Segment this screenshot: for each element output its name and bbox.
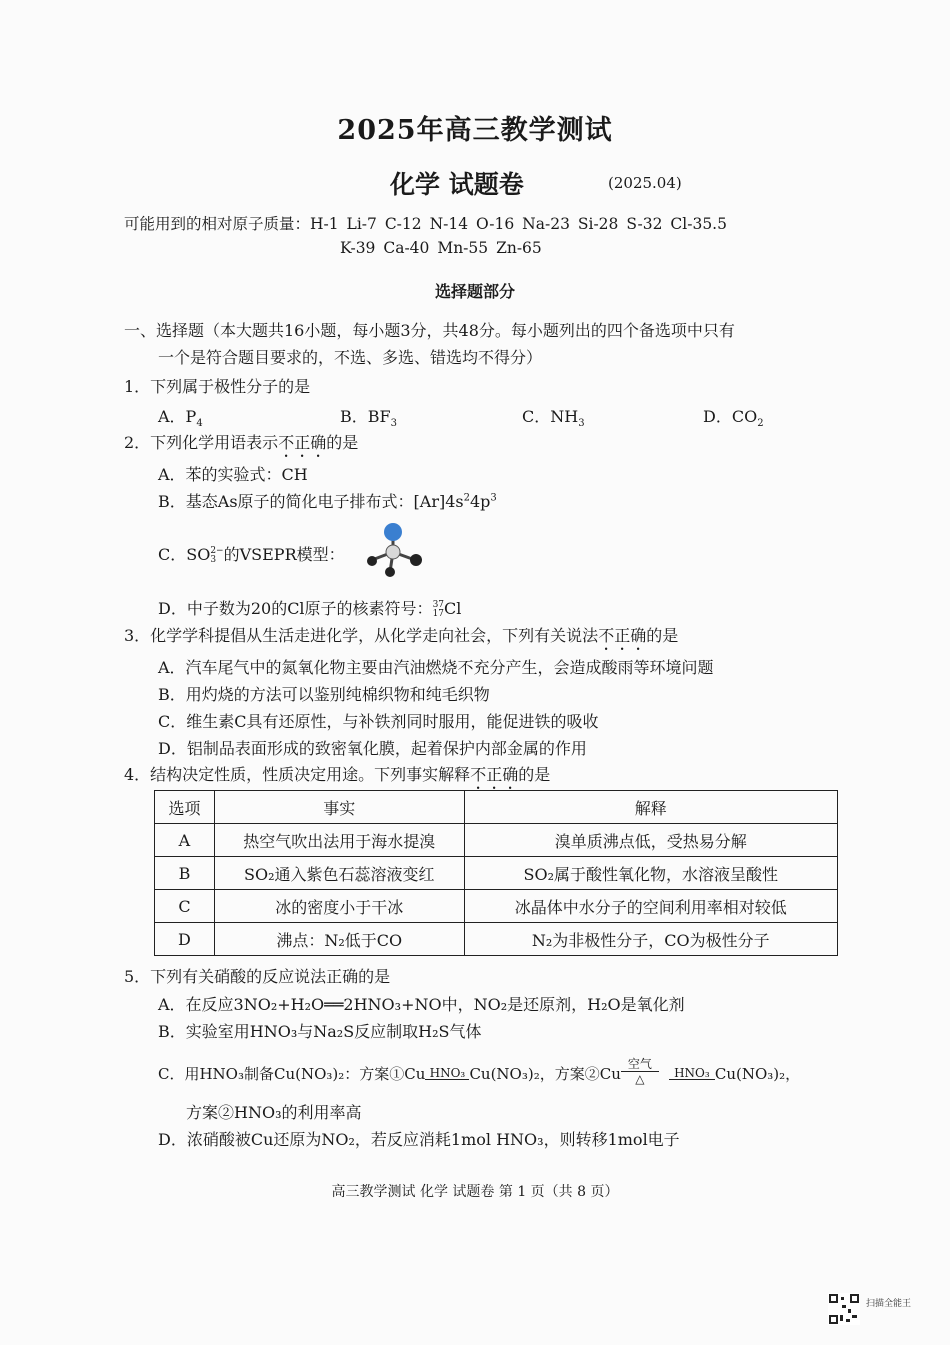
q3-stem: 3．化学学科提倡从生活走进化学，从化学走向社会，下列有关说法不正确的是: [124, 626, 679, 645]
exam-date: (2025.04): [608, 174, 682, 192]
q1-option-c: C．$NH_3$: [522, 407, 585, 430]
instructions-line1: 一、选择题（本大题共16小题，每小题3分，共48分。每小题列出的四个备选项中只有: [124, 321, 735, 340]
table-header-cell: 选项: [155, 791, 215, 824]
instructions-line2: 一个是符合题目要求的，不选、多选、错选均不得分）: [158, 348, 543, 367]
section-title: 选择题部分: [434, 282, 515, 301]
table-cell: N₂为非极性分子，CO为极性分子: [464, 923, 837, 956]
q5-option-d: D．浓硝酸被Cu还原为NO₂，若反应消耗1mol HNO₃，则转移1mol电子: [158, 1130, 680, 1149]
table-cell: 冰晶体中水分子的空间利用率相对较低: [464, 890, 837, 923]
qr-code-icon: [828, 1293, 860, 1325]
table-cell: 溴单质沸点低，受热易分解: [464, 824, 837, 857]
q1-option-b: B．$BF_3$: [340, 407, 397, 430]
table-cell: B: [155, 857, 215, 890]
table-cell: 热空气吹出法用于海水提溴: [214, 824, 464, 857]
q3-option-c: C．维生素C具有还原性，与补铁剂同时服用，能促进铁的吸收: [158, 712, 599, 731]
table-cell: SO₂通入紫色石蕊溶液变红: [214, 857, 464, 890]
q5-option-a: A．在反应3NO₂+H₂O══2HNO₃+NO中，NO₂是还原剂，H₂O是氧化剂: [158, 995, 685, 1014]
table-row: [155, 857, 838, 890]
q4-stem: 4．结构决定性质，性质决定用途。下列事实解释不正确的是: [124, 765, 551, 784]
exam-subtitle: 化学 试题卷: [390, 170, 524, 199]
q5-option-b: B．实验室用HNO₃与Na₂S反应制取H₂S气体: [158, 1022, 482, 1041]
q1-stem: 1．下列属于极性分子的是: [124, 377, 311, 396]
page-title: 2025年高三教学测试: [337, 115, 613, 146]
q1-option-a: A．$P_4$: [158, 407, 203, 430]
table-row: [155, 923, 838, 956]
page-footer: 高三教学测试 化学 试题卷 第 1 页（共 8 页）: [331, 1184, 619, 1200]
table-cell: A: [155, 824, 215, 857]
q2-option-a: A．苯的实验式：CH: [158, 465, 308, 484]
q3-option-b: B．用灼烧的方法可以鉴别纯棉织物和纯毛织物: [158, 685, 490, 704]
q2-option-d: D．中子数为20的Cl原子的核素符号： 37 17 Cl: [158, 599, 462, 619]
table-header-cell: 解释: [464, 791, 837, 824]
q2-option-c: C．SO 2− 3 的VSEPR模型：: [158, 545, 345, 565]
q2-option-b: B．基态As原子的简化电子排布式：$[Ar]4s^24p^3$: [158, 492, 497, 511]
table-cell: 沸点：N₂低于CO: [214, 923, 464, 956]
q4-table: [154, 790, 838, 956]
q2-stem: 2．下列化学用语表示不正确的是: [124, 433, 359, 452]
q3-option-a: A．汽车尾气中的氮氧化物主要由汽油燃烧不充分产生，会造成酸雨等环境问题: [158, 658, 714, 677]
q5-option-c-line2: 方案②HNO₃的利用率高: [186, 1103, 362, 1122]
scanner-brand: 扫描全能王: [866, 1299, 912, 1309]
table-row: [155, 890, 838, 923]
table-cell: D: [155, 923, 215, 956]
q1-option-d: D．$CO_2$: [703, 407, 764, 430]
vsepr-model-image: [360, 520, 426, 578]
atomic-masses-line2: K-39 Ca-40 Mn-55 Zn-65: [340, 239, 542, 257]
q5-option-c: C．用HNO₃制备Cu(NO₃)₂：方案①Cu HNO₃ Cu(NO₃)₂，方案②Cu 空气 △ HNO₃ Cu(NO₃)₂，: [158, 1057, 801, 1086]
q3-option-d: D．铝制品表面形成的致密氧化膜，起着保护内部金属的作用: [158, 739, 587, 758]
table-cell: C: [155, 890, 215, 923]
table-header-row: [155, 791, 838, 824]
table-cell: 冰的密度小于干冰: [214, 890, 464, 923]
table-cell: SO₂属于酸性氧化物，水溶液呈酸性: [464, 857, 837, 890]
table-header-cell: 事实: [214, 791, 464, 824]
table-row: [155, 824, 838, 857]
atomic-masses-line1: 可能用到的相对原子质量：H-1 Li-7 C-12 N-14 O-16 Na-23 Si-28 S-32 Cl-35.5: [124, 215, 727, 233]
q5-stem: 5．下列有关硝酸的反应说法正确的是: [124, 967, 391, 986]
